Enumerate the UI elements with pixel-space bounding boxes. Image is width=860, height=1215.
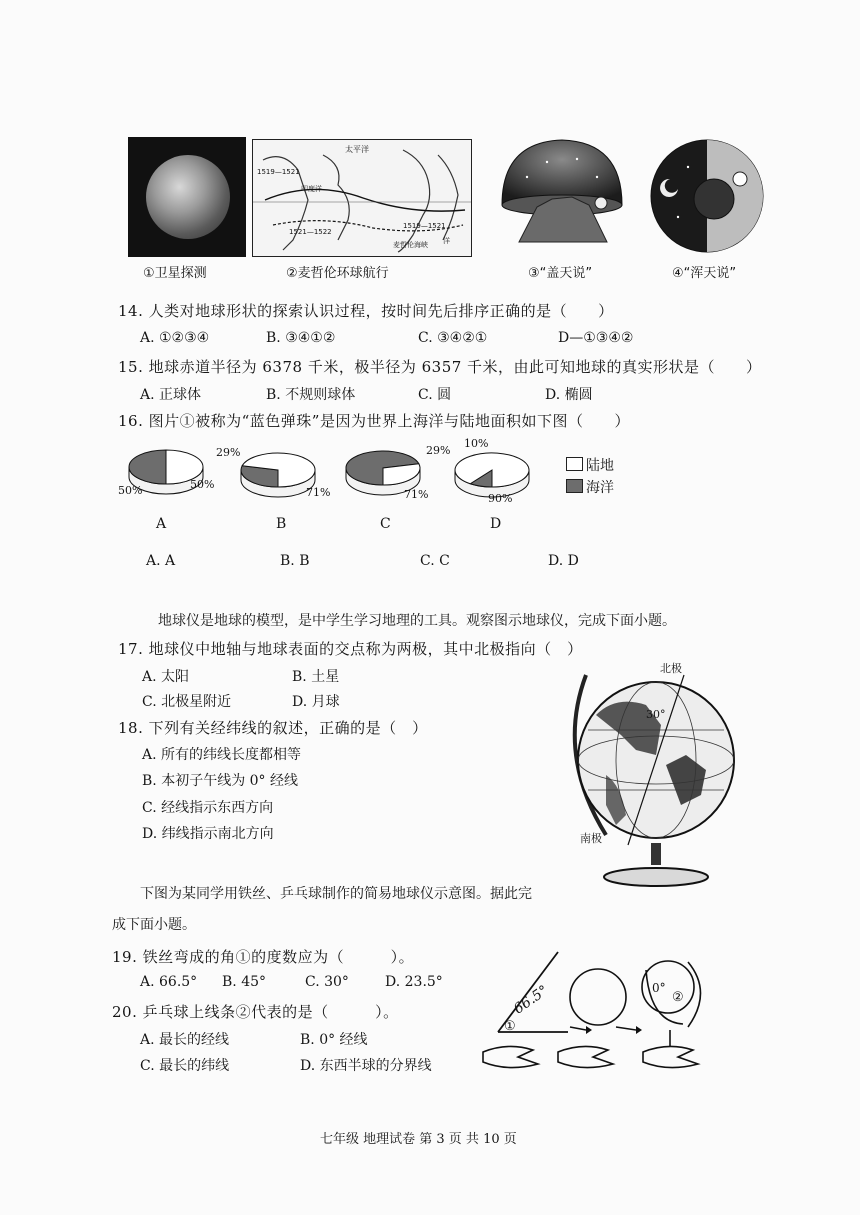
wire-intro-line1: 下图为某同学用铁丝、乒乓球制作的简易地球仪示意图。据此完 <box>140 886 532 902</box>
question-20-stem: 20. 乒乓球上线条②代表的是（ ）。 <box>112 1003 399 1021</box>
q18-option-c: C. 经线指示东西方向 <box>142 800 274 816</box>
q14-option-b: B. ③④①② <box>266 330 336 346</box>
globe-latitude-label: 30° <box>646 708 666 721</box>
globe-figure <box>566 655 736 890</box>
figure-caption-3: ③“盖天说” <box>528 266 593 281</box>
q15-option-b: B. 不规则球体 <box>266 387 356 403</box>
legend-ocean-swatch <box>566 479 583 493</box>
pie-b-letter: B <box>276 516 287 532</box>
q15-option-a: A. 正球体 <box>140 387 202 403</box>
pie-a-land-label: 50% <box>190 478 215 491</box>
wire-intro-line2: 成下面小题。 <box>112 917 196 933</box>
globe-south-pole-label: 南极 <box>580 832 602 845</box>
q19-option-b: B. 45° <box>222 974 267 990</box>
q18-option-d: D. 纬线指示南北方向 <box>142 826 274 842</box>
wire-angle-label: ① <box>504 1019 516 1034</box>
q16-option-b: B. B <box>280 553 310 569</box>
q20-option-a: A. 最长的经线 <box>140 1032 230 1048</box>
q16-option-c: C. C <box>420 553 450 569</box>
q19-option-a: A. 66.5° <box>140 974 198 990</box>
wire-line-two-label: ② <box>672 990 684 1005</box>
pie-c-ocean-label: 71% <box>404 488 429 501</box>
wire-handwritten-angle: 66.5° <box>510 982 552 1018</box>
pie-c-letter: C <box>380 516 391 532</box>
question-19-stem: 19. 铁丝弯成的角①的度数应为（ ）。 <box>112 948 415 966</box>
q17-option-b: B. 土星 <box>292 669 340 685</box>
question-14-stem: 14. 人类对地球形状的探索认识过程，按时间先后排序正确的是（ ） <box>118 302 614 320</box>
globe-intro: 地球仪是地球的模型，是中学生学习地理的工具。观察图示地球仪，完成下面小题。 <box>158 613 676 629</box>
q16-option-a: A. A <box>146 553 176 569</box>
legend-land-swatch <box>566 457 583 471</box>
map-label: 1519—1521 <box>257 168 300 176</box>
pie-b-land-label: 71% <box>306 486 331 499</box>
pie-d-land-label: 90% <box>488 492 513 505</box>
q17-option-c: C. 北极星附近 <box>142 694 232 710</box>
figure-caption-4: ④“浑天说” <box>672 266 737 281</box>
q19-option-d: D. 23.5° <box>385 974 443 990</box>
legend-land-label: 陆地 <box>586 458 614 474</box>
q18-option-a: A. 所有的纬线长度都相等 <box>142 747 302 763</box>
pie-a-ocean-label: 50% <box>118 484 143 497</box>
globe-north-pole-label: 北极 <box>660 662 682 675</box>
figure-caption-1: ①卫星探测 <box>143 266 207 281</box>
q19-option-c: C. 30° <box>305 974 349 990</box>
pie-b-ocean-label: 29% <box>216 446 241 459</box>
question-16-stem: 16. 图片①被称为“蓝色弹珠”是因为世界上海洋与陆地面积如下图（ ） <box>118 412 630 430</box>
map-label: 1521—1522 <box>289 228 332 236</box>
q17-option-d: D. 月球 <box>292 694 340 710</box>
map-label: 太平洋 <box>345 145 369 154</box>
page-footer: 七年级 地理试卷 第 3 页 共 10 页 <box>320 1132 517 1147</box>
map-label: 洋 <box>443 237 450 245</box>
wire-zero-degree-label: 0° <box>652 981 666 995</box>
pie-slice-land <box>455 453 529 487</box>
map-label: 1519—1521 <box>403 222 446 230</box>
q15-option-c: C. 圆 <box>418 387 452 403</box>
q14-option-a: A. ①②③④ <box>140 330 210 346</box>
q20-option-b: B. 0° 经线 <box>300 1032 368 1048</box>
pie-a-letter: A <box>156 516 167 532</box>
q18-option-b: B. 本初子午线为 0° 经线 <box>142 773 298 789</box>
q16-option-d: D. D <box>548 553 579 569</box>
q20-option-c: C. 最长的纬线 <box>140 1058 230 1074</box>
question-17-stem: 17. 地球仪中地轴与地球表面的交点称为两极，其中北极指向（ ） <box>118 640 583 658</box>
q14-option-d: D—①③④② <box>558 330 634 346</box>
q15-option-d: D. 椭圆 <box>545 387 593 403</box>
figure-caption-2: ②麦哲伦环球航行 <box>286 266 389 281</box>
map-label: 印度洋 <box>301 185 322 193</box>
legend-ocean-label: 海洋 <box>586 480 614 496</box>
question-18-stem: 18. 下列有关经纬线的叙述，正确的是（ ） <box>118 719 428 737</box>
pie-d-letter: D <box>490 516 502 532</box>
pie-c-land-label: 29% <box>426 444 451 457</box>
q20-option-d: D. 东西半球的分界线 <box>300 1058 432 1074</box>
pie-d-ocean-label: 10% <box>464 437 489 450</box>
q17-option-a: A. 太阳 <box>142 669 190 685</box>
map-label: 麦哲伦海峡 <box>393 241 428 249</box>
q14-option-c: C. ③④②① <box>418 330 488 346</box>
question-15-stem: 15. 地球赤道半径为 6378 千米，极半径为 6357 千米，由此可知地球的真实形状是（ ） <box>118 358 762 376</box>
